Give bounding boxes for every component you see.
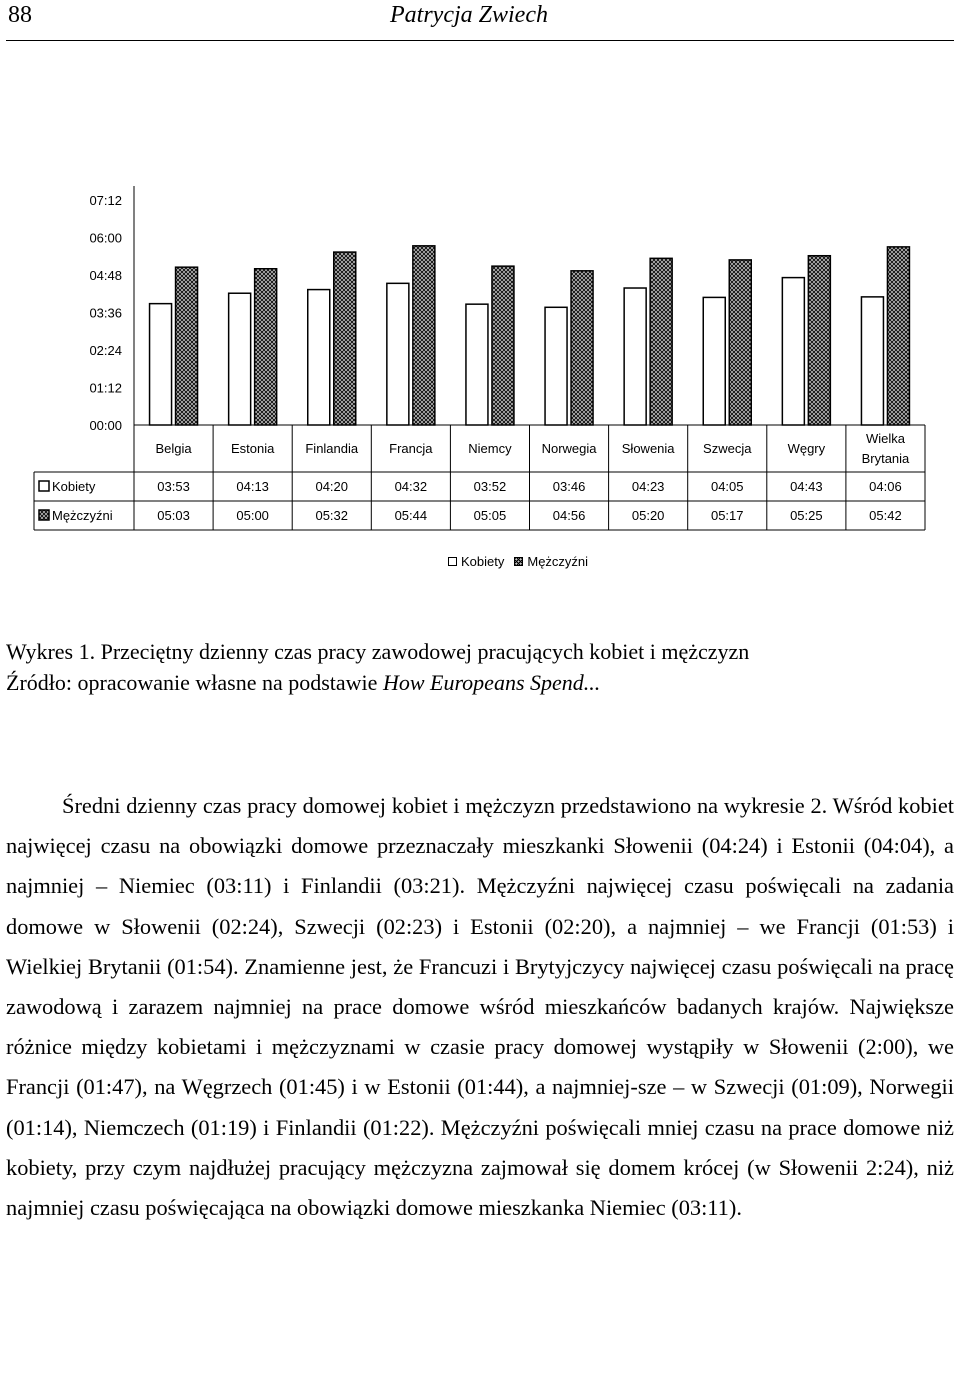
x-tick-label: Wielka	[865, 431, 905, 446]
bar-mezczyzni	[729, 260, 751, 425]
legend-label-mezczyzni: Mężczyźni	[527, 554, 589, 569]
bar-kobiety	[624, 288, 646, 425]
y-tick-label: 01:12	[89, 380, 122, 396]
x-tick-label: Węgry	[787, 441, 826, 456]
legend-item-kobiety	[448, 554, 504, 569]
bar-kobiety	[387, 283, 409, 425]
bar-kobiety	[229, 293, 251, 425]
bar-mezczyzni	[413, 246, 435, 425]
data-label: 04:20	[315, 479, 349, 494]
data-label: 05:25	[790, 508, 823, 523]
data-label: 03:53	[157, 479, 190, 494]
legend-item-mezczyzni	[514, 554, 588, 569]
table-legend-key	[39, 510, 49, 520]
body-paragraph: Średni dzienny czas pracy domowej kobiet i mężczyzn przedstawiono na wykresie 2. Wśród kobiet najwięcej czasu na obowiązki domowe przeznaczały mieszkanki Słowenii (04:24) i Estonii (04:04), a najmniej – Niemiec (03:11) i Finlandii (03:21). Mężczyźni najwięcej czasu poświęcali na zadania domowe w Słowenii (02:24), Szwecji (02:23) i Estonii (02:20), a najmniej – we Francji (01:53) i Wielkiej Brytanii (01:54). Znamienne jest, że Francuzi i Brytyjczycy najwięcej czasu poświęcali na pracę zawodową i zarazem najmniej na prace domowe wśród mieszkańców badanych krajów. Największe różnice między kobietami i mężczyznami w czasie pracy domowej wystąpiły w Słowenii (2:00), we Francji (01:47), na Węgrzech (01:45) i w Estonii (01:44), a najmniej-sze – w Szwecji (01:09), Norwegii (01:14), Niemczech (01:19) i Finlandii (01:22). Mężczyźni poświęcali mniej czasu na prace domowe niż kobiety, przy czym najdłużej pracujący mężczyzna zajmował się domem krócej (w Słowenii 2:24), niż najmniej czasu poświęcająca na obowiązki domowe mieszkanka Niemiec (03:11).	[6, 793, 954, 1221]
x-tick-label: Francja	[389, 441, 433, 456]
data-label: 05:32	[315, 508, 349, 523]
legend-swatch-mezczyzni	[514, 557, 523, 566]
legend-label-kobiety: Kobiety	[461, 554, 505, 569]
table-legend-key	[39, 481, 49, 491]
data-label: 05:17	[710, 508, 744, 523]
y-tick-label: 06:00	[89, 230, 122, 246]
page-number: 88	[8, 2, 32, 28]
figure-caption	[6, 636, 749, 698]
y-tick-label: 00:00	[89, 418, 122, 433]
y-tick-label: 03:36	[89, 305, 122, 321]
bar-kobiety	[545, 307, 567, 425]
y-tick-label: 02:24	[89, 343, 122, 358]
data-label: 05:00	[236, 508, 269, 523]
y-tick-label: 04:48	[89, 268, 122, 283]
data-label: 05:42	[869, 508, 902, 523]
x-tick-label: Belgia	[155, 441, 192, 456]
x-tick-label: Estonia	[230, 441, 275, 456]
bar-kobiety	[703, 297, 725, 425]
data-label: 05:03	[157, 508, 190, 523]
data-label: 04:05	[710, 479, 744, 494]
bar-chart	[0, 150, 960, 535]
bar-mezczyzni	[808, 256, 830, 425]
data-label: 03:52	[473, 479, 507, 494]
bar-mezczyzni	[571, 271, 593, 425]
data-label: 05:05	[473, 508, 507, 523]
x-tick-label: Norwegia	[541, 441, 597, 456]
caption-source-title: How Europeans Spend...	[382, 670, 601, 695]
x-tick-label: Finlandia	[305, 441, 359, 456]
caption-title: Wykres 1. Przeciętny dzienny czas pracy zawodowej pracujących kobiet i mężczyzn	[6, 639, 750, 664]
data-label: 04:23	[631, 479, 665, 494]
chart-legend	[448, 554, 598, 569]
y-tick-label: 07:12	[89, 193, 122, 208]
x-tick-label: Niemcy	[468, 441, 512, 456]
table-series-label: Kobiety	[52, 479, 96, 494]
header-rule	[6, 40, 954, 41]
caption-source	[6, 667, 749, 698]
x-tick-label: Słowenia	[621, 441, 675, 456]
bar-mezczyzni	[255, 269, 277, 425]
running-head-author: Patrycja Zwiech	[390, 2, 548, 28]
bar-mezczyzni	[492, 266, 514, 425]
data-label: 04:06	[869, 479, 902, 494]
bar-kobiety	[308, 290, 330, 425]
data-label: 03:46	[552, 479, 586, 494]
bar-mezczyzni	[334, 252, 356, 425]
bar-mezczyzni	[650, 258, 672, 425]
bar-kobiety	[861, 297, 883, 425]
data-label: 04:13	[236, 479, 269, 494]
x-tick-label: Szwecja	[703, 441, 752, 456]
bar-mezczyzni	[176, 267, 198, 425]
caption-source-prefix: Źródło: opracowanie własne na podstawie	[6, 670, 383, 695]
data-label: 04:56	[552, 508, 586, 523]
table-series-label: Mężczyźni	[52, 508, 113, 523]
data-label: 05:20	[631, 508, 665, 523]
bar-kobiety	[782, 278, 804, 425]
data-label: 05:44	[394, 508, 428, 523]
data-label: 04:43	[790, 479, 823, 494]
bar-kobiety	[150, 304, 172, 425]
bar-kobiety	[466, 304, 488, 425]
page-header	[0, 0, 960, 44]
data-label: 04:32	[394, 479, 428, 494]
bar-mezczyzni	[887, 247, 909, 425]
legend-swatch-kobiety	[448, 557, 457, 566]
x-tick-label: Brytania	[861, 451, 910, 466]
